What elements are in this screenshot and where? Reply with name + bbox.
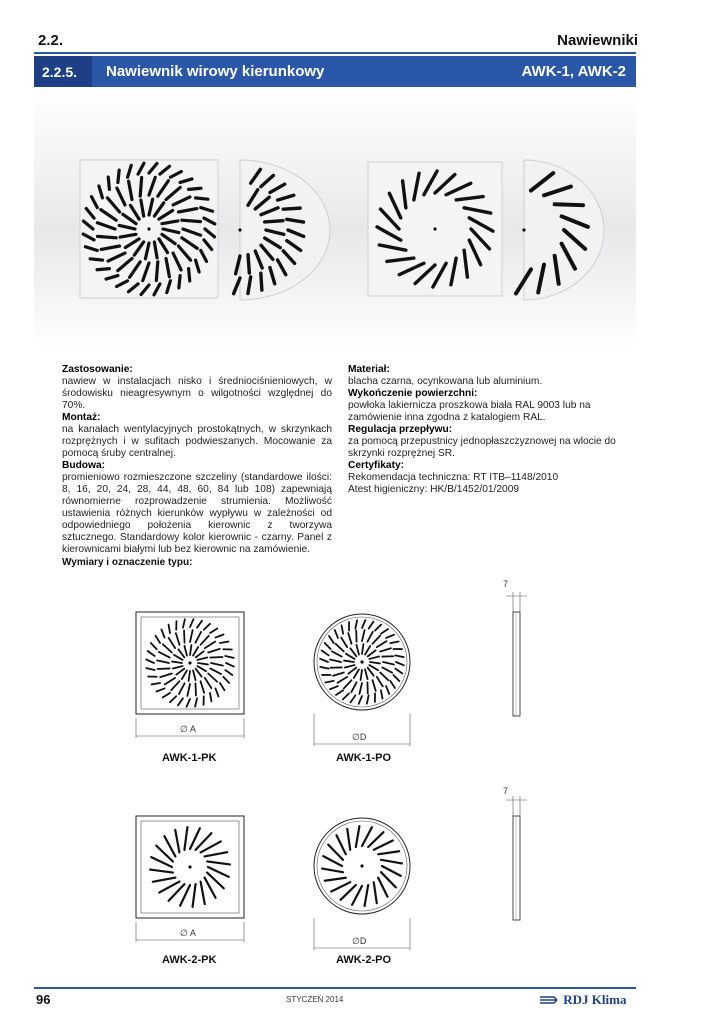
slot-mark: [236, 256, 240, 274]
slot-mark: [156, 262, 157, 281]
description-right: [348, 364, 628, 496]
page-number: 96: [36, 992, 51, 1007]
center-screw: [360, 660, 363, 663]
section-number: 2.2.: [38, 32, 64, 49]
slot-mark: [179, 276, 180, 288]
finish-heading: Wykończenie powierzchni:: [348, 388, 478, 399]
finish-text: powłoka lakiernicza proszkowa biała RAL 9003 lub na zamówienie inna zgodna z katalogiem RAL.: [348, 400, 591, 423]
diameter-symbol: ∅: [180, 928, 188, 938]
drawing-awk-2-po: [314, 818, 410, 950]
slot-mark: [189, 188, 201, 189]
brand-name: RDJ Klima: [563, 992, 627, 1007]
slot-mark: [90, 259, 102, 260]
mounting-heading: Montaż:: [62, 412, 101, 423]
dim-a-value: A: [189, 928, 196, 938]
bottom-divider: [34, 987, 636, 989]
center-screw: [238, 228, 241, 231]
product-title: Nawiewnik wirowy kierunkowy: [106, 63, 325, 80]
flow-control-heading: Regulacja przepływu:: [348, 424, 453, 435]
diameter-symbol: ∅: [352, 936, 360, 946]
drawing-awk-1-po: [314, 614, 410, 746]
product-codes: AWK-1, AWK-2: [521, 63, 626, 80]
dim-d-label-1: [352, 732, 366, 743]
construction-heading: Budowa:: [62, 460, 106, 471]
type-label-awk-1-po: AWK-1-PO: [336, 752, 391, 764]
technical-drawings: [0, 570, 724, 980]
drawing-awk-1-pk: [136, 612, 244, 738]
center-screw: [360, 864, 363, 867]
slot-mark: [182, 220, 201, 221]
airflow-arrows-icon: [540, 993, 560, 1009]
center-screw: [188, 865, 191, 868]
product-banner: [34, 56, 636, 87]
publication-date: STYCZEŃ 2014: [286, 995, 344, 1004]
dim-d-value: D: [359, 936, 367, 946]
product-photo-illustration: [34, 88, 636, 350]
slot-mark: [555, 204, 583, 205]
slot-mark: [261, 273, 262, 290]
slot-mark: [189, 269, 190, 281]
usage-text: nawiew w instalacjach nisko i średniociśnieniowych, w środowisku nieagresywnym o wilgotności względnej do 70%.: [62, 376, 332, 411]
type-label-awk-2-pk: AWK-2-PK: [162, 954, 217, 966]
material-heading: Materiał:: [348, 364, 390, 375]
certificates-heading: Certyfikaty:: [348, 460, 405, 471]
slot-mark: [140, 178, 141, 197]
diameter-symbol: ∅: [352, 732, 360, 742]
slot-mark: [234, 278, 240, 294]
slot-mark: [265, 221, 283, 222]
thickness-label-2: 7: [503, 786, 509, 796]
dim-d-value: D: [359, 732, 367, 742]
top-divider: [34, 52, 636, 54]
center-screw: [433, 227, 436, 230]
center-screw: [522, 228, 525, 231]
product-photo: [34, 88, 636, 350]
drawing-awk-2-pk: [136, 816, 244, 942]
slot-mark: [210, 657, 222, 658]
side-view-1: [506, 592, 527, 716]
certificates-text: Rekomendacja techniczna: RT ITB–1148/2010 Atest higieniczny: HK/B/1452/01/2009: [348, 472, 559, 495]
flow-control-text: za pomocą przepustnicy jednopłaszczyznowej na wlocie do skrzynki rozprężnej SR.: [348, 436, 616, 459]
thickness-label-1: 7: [503, 579, 509, 589]
mounting-text: na kanałach wentylacyjnych prostokątnych, w skrzynkach rozprężnych i w sufitach podwieszanych. Mocowanie za pomocą śruby centralnej.: [62, 424, 332, 459]
section-title: Nawiewniki: [557, 32, 638, 49]
type-label-awk-2-po: AWK-2-PO: [336, 954, 391, 966]
slot-mark: [184, 631, 185, 643]
construction-text: promieniowo rozmieszczone szczeliny (standardowe ilości: 8, 16, 20, 24, 28, 44, 48, 60, 84 lub 108) zapewniają równomierne rozprowadzenie strumienia. Możliwość ustawienia różnych kierunków wypływu w zależności od odpowiedniego położenia kierownic z tworzywa sztucznego. Standardowy kolor kierownic - czarny. Panel z kierownicami białymi lub bez kierownic na zamówienie.: [62, 472, 332, 555]
dim-a-label-1: [180, 724, 196, 735]
slot-mark: [196, 198, 208, 199]
diffuser-round-half-2-photo: [516, 160, 604, 300]
slot-mark: [98, 236, 117, 237]
slot-mark: [108, 177, 109, 189]
diffuser-round-half-photo: [234, 160, 330, 300]
dim-a-value: A: [189, 724, 196, 734]
brand-logo: [540, 992, 626, 1009]
slot-mark: [195, 683, 196, 695]
type-label-awk-1-pk: AWK-1-PK: [162, 752, 217, 764]
dim-d-label-2: [352, 936, 366, 947]
center-screw: [147, 227, 150, 230]
diffuser-square-photo: [80, 160, 218, 298]
center-screw: [188, 661, 191, 664]
slot-mark: [97, 269, 109, 270]
diameter-symbol: ∅: [180, 724, 188, 734]
slot-mark: [158, 668, 170, 669]
subsection-number: 2.2.5.: [34, 56, 92, 87]
description-left: [62, 364, 332, 556]
slot-mark: [118, 170, 119, 182]
side-view-2: [506, 796, 527, 920]
usage-heading: Zastosowanie:: [62, 364, 133, 375]
dimensions-heading: Wymiary i oznaczenie typu:: [62, 557, 193, 568]
dim-a-label-2: [180, 928, 196, 939]
slot-mark: [248, 255, 249, 273]
material-text: blacha czarna, ocynkowana lub aluminium.: [348, 376, 543, 387]
diffuser-square-2-photo: [368, 162, 502, 296]
slot-mark: [283, 208, 300, 209]
